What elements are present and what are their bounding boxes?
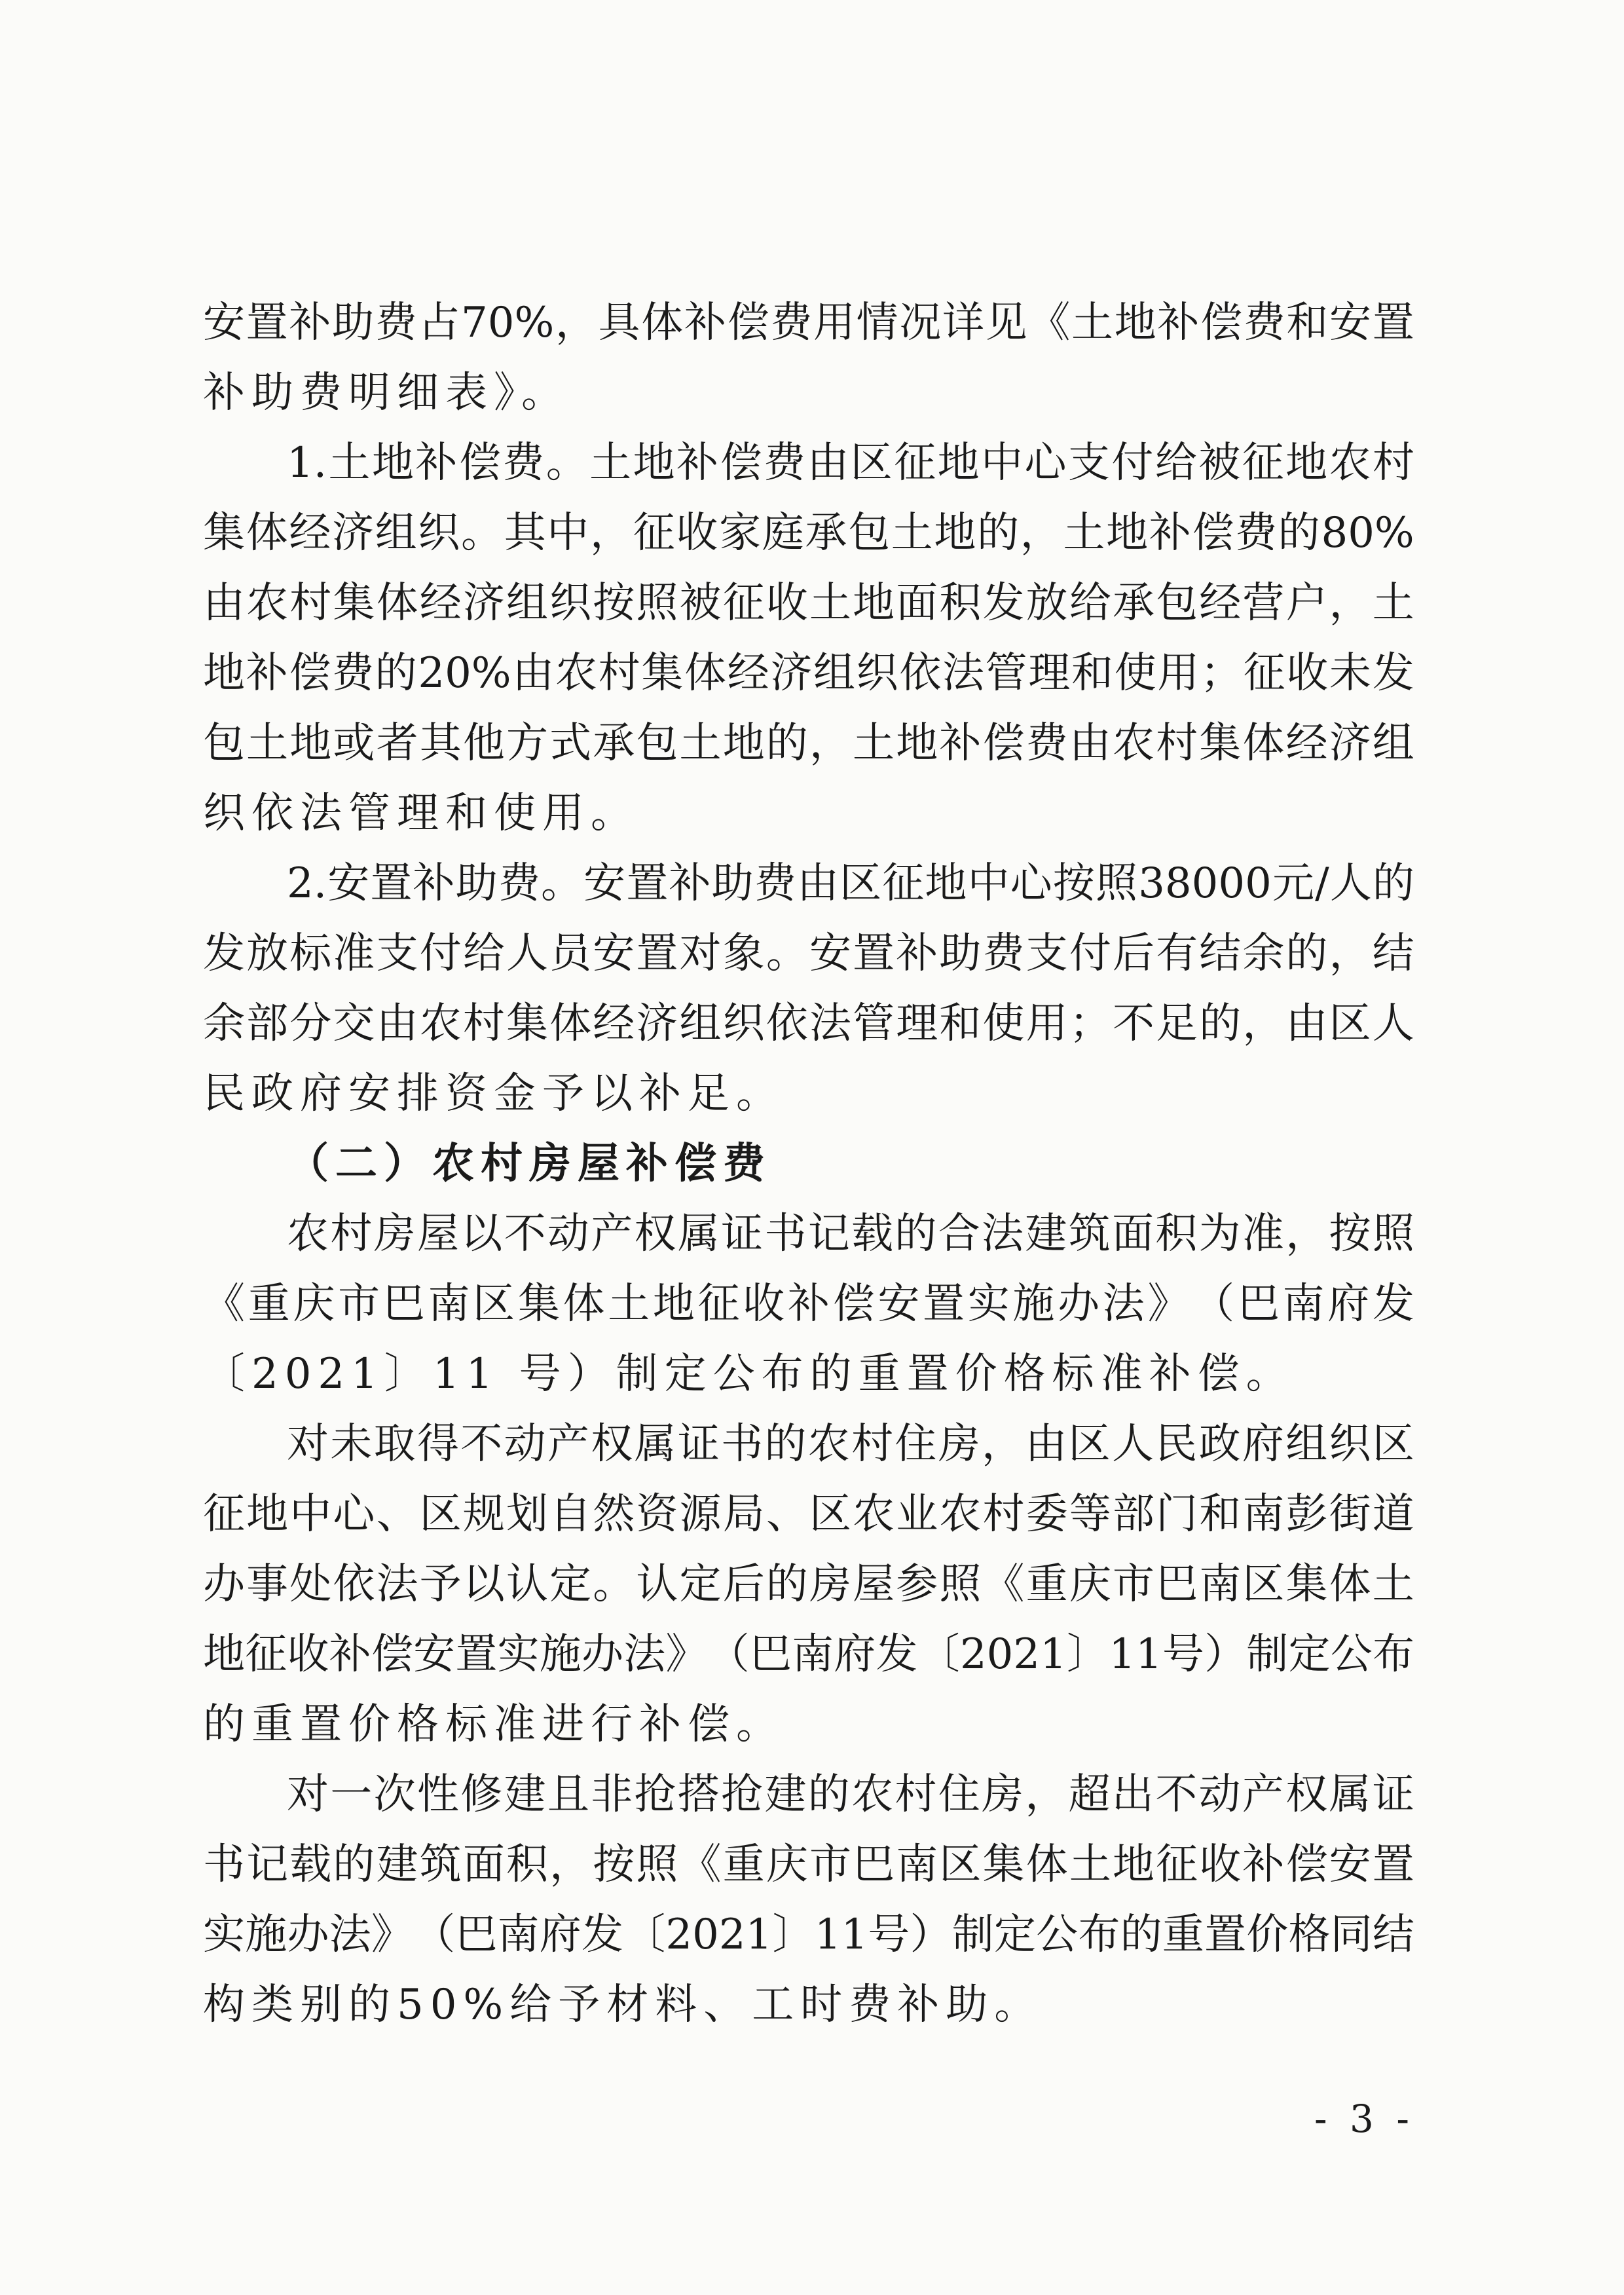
text-line: 办 事 处 依 法 予 以 认 定 。 认 定 后 的 房 屋 参 照 《 重 庆 市 巴 南 区 集 体 土 (203, 1560, 1414, 1609)
text-line: 1. 土 地 补 偿 费 。 土 地 补 偿 费 由 区 征 地 中 心 支 付 给 被 征 地 农 村 (287, 439, 1414, 487)
text-line: 发 放 标 准 支 付 给 人 员 安 置 对 象 。 安 置 补 助 费 支 付 后 有 结 余 的 ， 结 (203, 929, 1414, 978)
text-line: 包 土 地 或 者 其 他 方 式 承 包 土 地 的 ， 土 地 补 偿 费 由 农 村 集 体 经 济 组 (203, 719, 1414, 768)
text-line: 征 地 中 心 、 区 规 划 自 然 资 源 局 、 区 农 业 农 村 委 等 部 门 和 南 彭 街 道 (203, 1490, 1414, 1539)
text-line: 〔2021〕11 号）制定公布的重置价格标准补偿。 (203, 1350, 1295, 1398)
text-line: 余 部 分 交 由 农 村 集 体 经 济 组 织 依 法 管 理 和 使 用 ； 不 足 的 ， 由 区 人 (203, 999, 1414, 1048)
text-line: 地 补 偿 费 的 20% 由 农 村 集 体 经 济 组 织 依 法 管 理 和 使 用 ； 征 收 未 发 (203, 649, 1414, 698)
text-line: 由 农 村 集 体 经 济 组 织 按 照 被 征 收 土 地 面 积 发 放 给 承 包 经 营 户 ， 土 (203, 579, 1414, 627)
text-line: 农 村 房 屋 以 不 动 产 权 属 证 书 记 载 的 合 法 建 筑 面 积 为 准 ， 按 照 (287, 1210, 1414, 1258)
document-body (203, 288, 1414, 2040)
text-line: 书 记 载 的 建 筑 面 积 ， 按 照 《 重 庆 市 巴 南 区 集 体 土 地 征 收 补 偿 安 置 (203, 1840, 1414, 1889)
text-line: 地 征 收 补 偿 安 置 实 施 办 法 》 （ 巴 南 府 发 〔 2021 〕 11 号 ） 制 定 公 布 (203, 1630, 1414, 1679)
section-heading: （二）农村房屋补偿费 (287, 1140, 771, 1188)
text-line: 的重置价格标准进行补偿。 (203, 1700, 784, 1749)
text-line: 实 施 办 法 》 （ 巴 南 府 发 〔 2021 〕 11 号 ） 制 定 公 布 的 重 置 价 格 同 结 (203, 1911, 1414, 1959)
text-line: 对 未 取 得 不 动 产 权 属 证 书 的 农 村 住 房 ， 由 区 人 民 政 府 组 织 区 (287, 1420, 1414, 1468)
page-number: - 3 - (1314, 2097, 1414, 2141)
text-line: 《 重 庆 市 巴 南 区 集 体 土 地 征 收 补 偿 安 置 实 施 办 法 》 （ 巴 南 府 发 (203, 1280, 1414, 1328)
text-line: 构类别的50%给予材料、工时费补助。 (203, 1981, 1043, 2029)
text-line: 补助费明细表》。 (203, 369, 570, 417)
text-line: 集 体 经 济 组 织 。 其 中 ， 征 收 家 庭 承 包 土 地 的 ， 土 地 补 偿 费 的 80% (203, 509, 1414, 557)
text-line: 2. 安 置 补 助 费 。 安 置 补 助 费 由 区 征 地 中 心 按 照 38000 元 / 人 的 (287, 859, 1414, 908)
text-line: 安 置 补 助 费 占 70% ， 具 体 补 偿 费 用 情 况 详 见 《 土 地 补 偿 费 和 安 置 (203, 299, 1414, 347)
text-line: 对 一 次 性 修 建 且 非 抢 搭 抢 建 的 农 村 住 房 ， 超 出 不 动 产 权 属 证 (287, 1770, 1414, 1819)
text-line: 织依法管理和使用。 (203, 789, 639, 838)
text-line: 民政府安排资金予以补足。 (203, 1070, 784, 1118)
